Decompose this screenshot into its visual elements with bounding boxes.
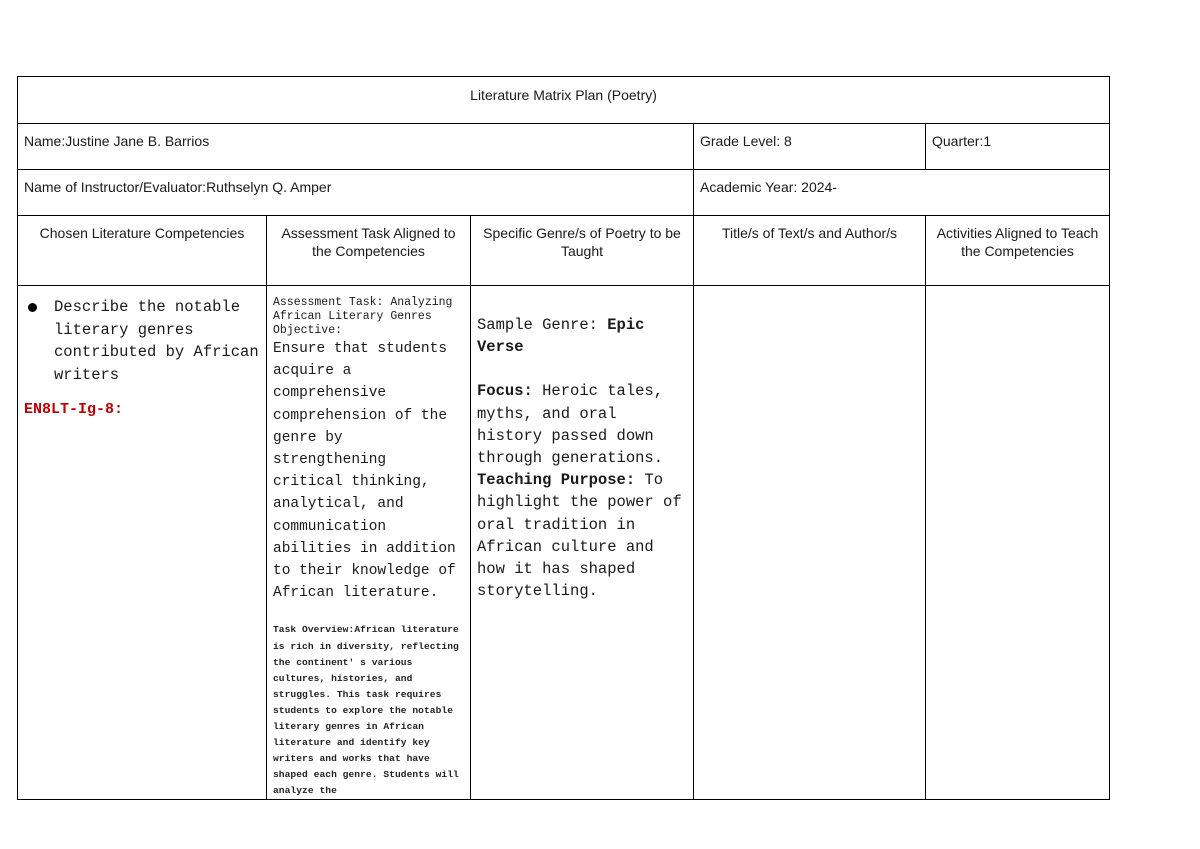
- instructor-row: [18, 170, 1110, 216]
- document-title: Literature Matrix Plan (Poetry): [18, 77, 1110, 124]
- teaching-purpose-text: To highlight the power of oral tradition in African culture and how it has shaped storytelling.: [477, 471, 682, 601]
- competency-bullet: Describe the notable literary genres contributed by African writers: [54, 298, 259, 384]
- task-overview: [273, 622, 464, 799]
- assessment-cell: [267, 286, 471, 800]
- header-genre: Specific Genre/s of Poetry to be Taught: [471, 216, 694, 286]
- content-row: [18, 286, 1110, 800]
- focus-text: Heroic tales, myths, and oral history passed down through generations.: [477, 382, 664, 468]
- teaching-purpose-label: Teaching Purpose:: [477, 471, 636, 490]
- header-activities: Activities Aligned to Teach the Competencies: [926, 216, 1110, 286]
- titles-cell: [694, 286, 926, 800]
- sample-genre-value: Epic Verse: [477, 316, 645, 357]
- instructor-name: Name of Instructor/Evaluator:Ruthselyn Q. Amper: [18, 170, 694, 216]
- competencies-cell: [18, 286, 267, 800]
- literature-matrix-table: [17, 76, 1110, 800]
- grade-level: Grade Level: 8: [694, 124, 926, 170]
- academic-year: Academic Year: 2024-: [694, 170, 1110, 216]
- sample-genre: [477, 296, 687, 358]
- genre-cell: [471, 286, 694, 800]
- competency-code: EN8LT-Ig-8:: [24, 401, 124, 418]
- header-row: [18, 216, 1110, 286]
- header-assessment: Assessment Task Aligned to the Competencies: [267, 216, 471, 286]
- header-competencies: Chosen Literature Competencies: [18, 216, 267, 286]
- objective-text: Ensure that students acquire a comprehensive comprehension of the genre by strengthening critical thinking, analytical, and communication abilities in addition to their knowledge of African literature.: [273, 341, 456, 602]
- title-row: [18, 77, 1110, 124]
- student-name: Name:Justine Jane B. Barrios: [18, 124, 694, 170]
- quarter: Quarter:1: [926, 124, 1110, 170]
- genre-focus-paragraph: [477, 380, 687, 602]
- activities-cell: [926, 286, 1110, 800]
- header-titles: Title/s of Text/s and Author/s: [694, 216, 926, 286]
- task-overview-label: Task Overview:: [273, 624, 355, 636]
- competency-list: [24, 296, 260, 386]
- assessment-task-line: Assessment Task: Analyzing African Literary Genres: [273, 296, 453, 323]
- name-row: [18, 124, 1110, 170]
- sample-genre-label: Sample Genre:: [477, 316, 608, 334]
- task-overview-text: African literature is rich in diversity, reflecting the continent' s various cultures, histories, and struggles. This task requires students to explore the notable literary genres in African literature and identify key writers and works that have shaped each genre. Students will analyze the: [273, 624, 459, 797]
- focus-label: Focus:: [477, 382, 533, 401]
- objective-label: Objective:: [273, 324, 343, 337]
